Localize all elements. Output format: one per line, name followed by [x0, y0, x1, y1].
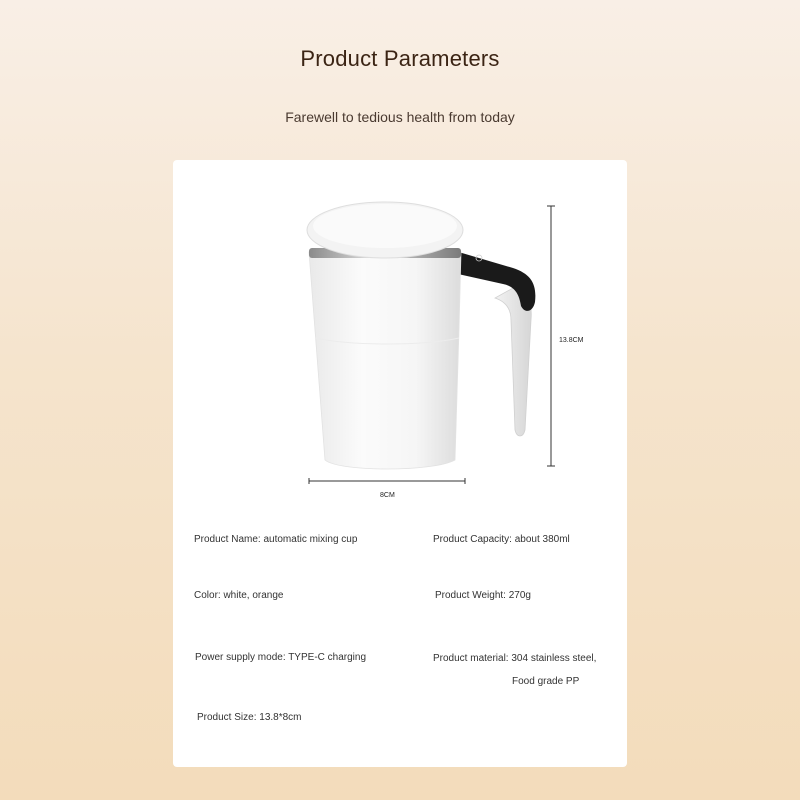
page-subtitle: Farewell to tedious health from today	[285, 109, 515, 125]
height-label: 13.8CM	[559, 337, 584, 344]
param-product-capacity: Product Capacity: about 380ml	[433, 534, 570, 545]
width-label: 8CM	[380, 492, 395, 499]
param-material-line2: Food grade PP	[512, 676, 580, 687]
param-power-supply: Power supply mode: TYPE-C charging	[195, 652, 367, 663]
product-card	[173, 160, 627, 767]
param-product-size: Product Size: 13.8*8cm	[197, 712, 302, 723]
param-product-name: Product Name: automatic mixing cup	[194, 534, 358, 545]
param-material-line1: Product material: 304 stainless steel,	[433, 653, 597, 664]
cup-body	[309, 252, 461, 469]
page-title: Product Parameters	[300, 46, 500, 71]
mixing-cup-illustration	[173, 160, 627, 520]
param-color: Color: white, orange	[194, 590, 284, 601]
param-product-weight: Product Weight: 270g	[435, 590, 531, 601]
